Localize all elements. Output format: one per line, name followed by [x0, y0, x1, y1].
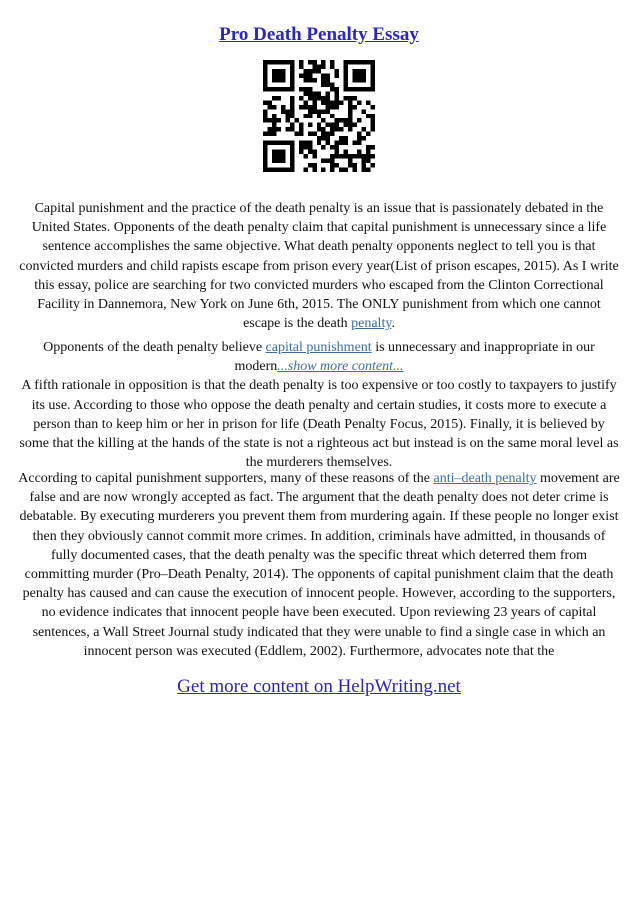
capital-punishment-link[interactable]: capital punishment	[265, 340, 372, 355]
paragraph-supporters-text-a: According to capital punishment supporters, many of these reasons of the	[18, 471, 434, 486]
paragraph-supporters	[18, 469, 620, 661]
paragraph-opponents-text-c: A fifth rationale in opposition is that the death penalty is too expensive or too costly to taxpayers to justify its use. According to those who oppose the death penalty and certain studies, it costs more to execute a person than to keep him or her in prison for life (Death Penalty Focus, 2015). Finally, it is believed by some that the killing at the hands of the state is not a righteous act but instead is on the same moral level as the murderers themselves.	[19, 378, 619, 471]
page-title	[0, 24, 638, 46]
paragraph-opponents-text-b: is unnecessary and inappropriate in our modern	[234, 340, 595, 375]
qr-code-icon	[263, 60, 375, 172]
anti-death-penalty-link[interactable]: anti–death penalty	[433, 471, 537, 486]
title-link[interactable]: Pro Death Penalty Essay	[219, 24, 419, 45]
helpwriting-link[interactable]: Get more content on HelpWriting.net	[177, 676, 461, 697]
paragraph-intro-text: Capital punishment and the practice of the death penalty is an issue that is passionately debated in the United States. Opponents of the death penalty claim that capital punishment is unnecessary since a life sentence accomplishes the same objective. What death penalty opponents neglect to tell you is that convicted murders and child rapists escape from prison every year(List of prison escapes, 2015). As I write this essay, police are searching for two convicted murders who escaped from the Clinton Correctional Facility in Dannemora, New York on June 6th, 2015. The ONLY punishment from which one cannot escape is the death	[19, 201, 619, 332]
paragraph-opponents-text-a: Opponents of the death penalty believe	[43, 340, 266, 355]
paragraph-intro	[18, 199, 620, 333]
paragraph-supporters-text-b: movement are false and are now wrongly accepted as fact. The argument that the death penalty does not deter crime is debatable. By executing murderers you prevent them from murdering again. If these people no longer exist then they obviously cannot commit more crimes. In addition, criminals have admitted, in thousands of fully documented cases, that the death penalty was the specific threat which deterred them from committing murder (Pro–Death Penalty, 2014). The opponents of capital punishment claim that the death penalty has caused and can cause the execution of innocent people. However, according to the supporters, no evidence indicates that innocent people have been executed. Upon reviewing 23 years of capital sentences, a Wall Street Journal study indicated that they were unable to find a single case in which an innocent person was executed (Eddlem, 2002). Furthermore, advocates note that the	[19, 471, 620, 659]
penalty-link[interactable]: penalty	[351, 316, 392, 332]
qr-modules	[263, 60, 375, 172]
paragraph-opponents	[18, 338, 620, 472]
paragraph-intro-tail: .	[391, 316, 395, 332]
footer-cta	[0, 676, 638, 698]
show-more-link[interactable]: ...show more content...	[277, 359, 404, 375]
